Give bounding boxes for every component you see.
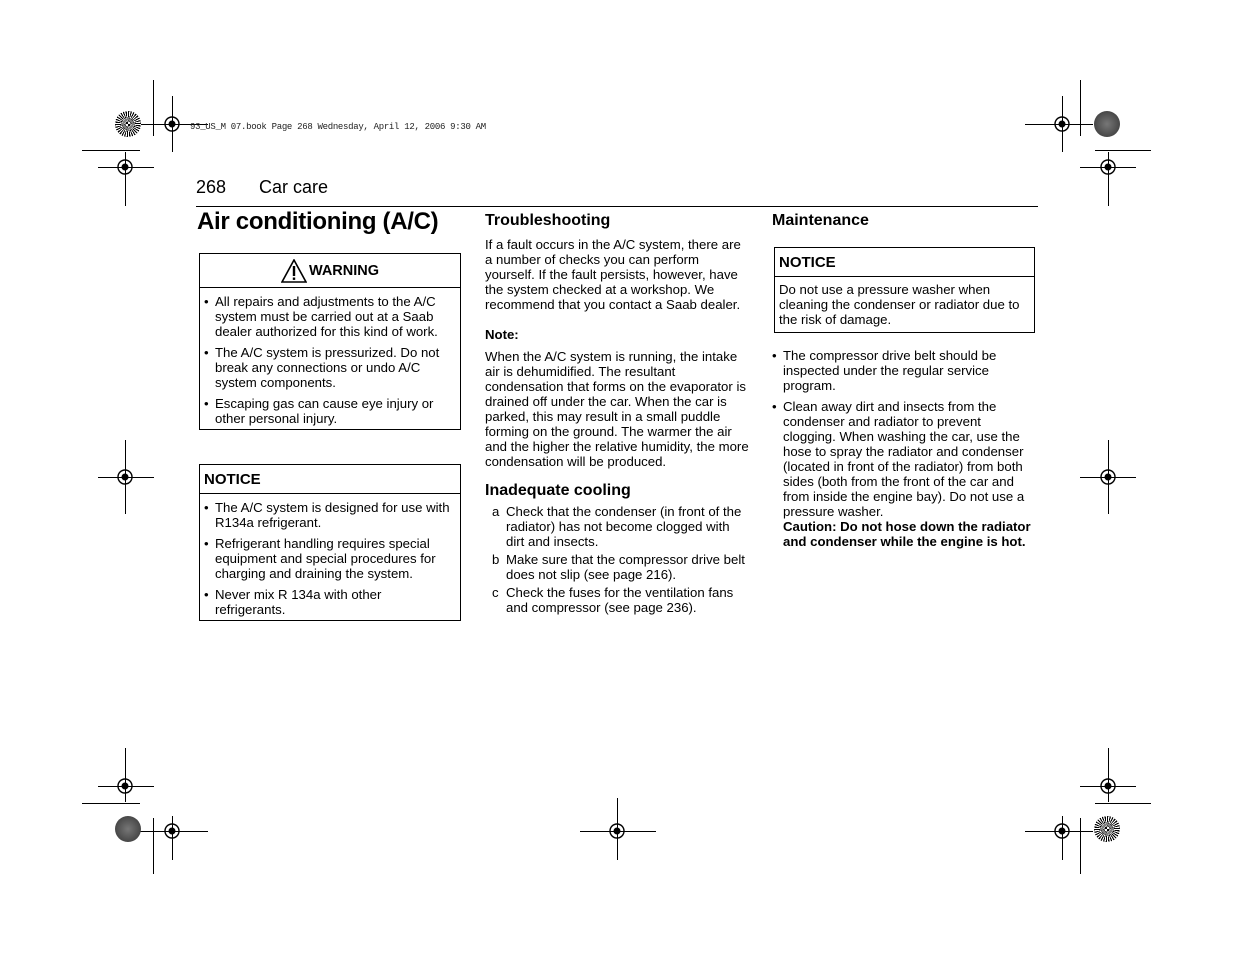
- notice-box-refrigerant: [199, 464, 461, 621]
- troubleshooting-intro: If a fault occurs in the A/C system, there are a number of checks you can perform yourself. If the fault persists, however, have the system checked at a workshop. We recommend that you contact a Saab dealer.: [485, 237, 741, 312]
- list-item: • Escaping gas can cause eye injury or other personal injury.: [204, 396, 450, 426]
- maintenance-heading: Maintenance: [772, 212, 869, 229]
- troubleshooting-section: [485, 212, 750, 618]
- section-title: Car care: [259, 177, 329, 197]
- list-marker: c: [492, 585, 499, 600]
- notice-list: [200, 494, 460, 617]
- list-item: • All repairs and adjustments to the A/C system must be carried out at a Saab dealer authorized for this kind of work.: [204, 294, 450, 339]
- registration-target-icon: [1050, 819, 1074, 843]
- list-item: [485, 552, 750, 582]
- page-number: 268: [196, 177, 227, 197]
- inadequate-cooling-heading: Inadequate cooling: [485, 482, 631, 499]
- list-item: [772, 399, 1035, 549]
- registration-target-icon: [160, 819, 184, 843]
- note-label: Note:: [485, 327, 519, 342]
- page-title: Air conditioning (A/C): [197, 208, 439, 235]
- notice-header: [775, 248, 1034, 277]
- list-item: [485, 504, 750, 549]
- color-rosette-icon: [1094, 816, 1120, 842]
- list-item-text: Make sure that the compressor drive belt does not slip (see page 216).: [506, 552, 745, 582]
- list-item: • The A/C system is pressurized. Do not break any connections or undo A/C system components.: [204, 345, 450, 390]
- maintenance-list: [772, 348, 1035, 549]
- print-info: 93_US_M 07.book Page 268 Wednesday, April 12, 2006 9:30 AM: [190, 122, 486, 132]
- list-item: [485, 585, 750, 615]
- warning-list: [200, 288, 460, 426]
- notice-header: [200, 465, 460, 494]
- list-item-text: Check the fuses for the ventilation fans and compressor (see page 236).: [506, 585, 734, 615]
- registration-target-icon: [113, 155, 137, 179]
- list-item-text: Check that the condenser (in front of the radiator) has not become clogged with dirt and insects.: [506, 504, 742, 549]
- registration-target-icon: [1096, 465, 1120, 489]
- notice-label: NOTICE: [779, 253, 836, 271]
- inadequate-cooling-list: [485, 504, 750, 615]
- color-rosette-icon: [115, 816, 141, 842]
- warning-triangle-icon: [281, 259, 307, 283]
- registration-target-icon: [1096, 155, 1120, 179]
- registration-target-icon: [113, 465, 137, 489]
- list-item-text: Clean away dirt and insects from the condenser and radiator to prevent clogging. When washing the car, use the hose to spray the radiator and condenser (located in front of the radiator) from both sides (both from the front of the car and from inside the engine bay). Do not use a pressure washer.: [783, 399, 1025, 519]
- list-item: • Never mix R 134a with other refrigerants.: [204, 587, 450, 617]
- warning-header: [200, 254, 460, 288]
- registration-target-icon: [113, 774, 137, 798]
- registration-target-icon: [1050, 112, 1074, 136]
- maintenance-section: [772, 212, 1036, 549]
- caution-text: Caution: Do not hose down the radiator and condenser while the engine is hot.: [783, 519, 1031, 549]
- list-item: • Refrigerant handling requires special equipment and special procedures for charging and draining the system.: [204, 536, 450, 581]
- notice-text: Do not use a pressure washer when cleaning the condenser or radiator due to the risk of damage.: [779, 282, 1020, 327]
- color-rosette-icon: [1094, 111, 1120, 137]
- registration-target-icon: [160, 112, 184, 136]
- list-item: • The compressor drive belt should be inspected under the regular service program.: [772, 348, 1035, 393]
- list-item: • The A/C system is designed for use with R134a refrigerant.: [204, 500, 450, 530]
- registration-target-icon: [1096, 774, 1120, 798]
- troubleshooting-heading: Troubleshooting: [485, 212, 611, 229]
- list-marker: a: [492, 504, 500, 519]
- header-rule: [196, 206, 1038, 207]
- registration-target-icon: [605, 819, 629, 843]
- warning-label: WARNING: [308, 262, 380, 279]
- note-text: When the A/C system is running, the intake air is dehumidified. The resultant condensation that forms on the evaporator is drained off under the car. When the car is parked, this may result in a small puddle forming on the ground. The warmer the air and the higher the relative humidity, the more condensation will be produced.: [485, 349, 749, 469]
- notice-label: NOTICE: [204, 470, 261, 488]
- list-marker: b: [492, 552, 500, 567]
- warning-box: [199, 253, 461, 430]
- notice-box-pressure-washer: [774, 247, 1035, 333]
- color-rosette-icon: [115, 111, 141, 137]
